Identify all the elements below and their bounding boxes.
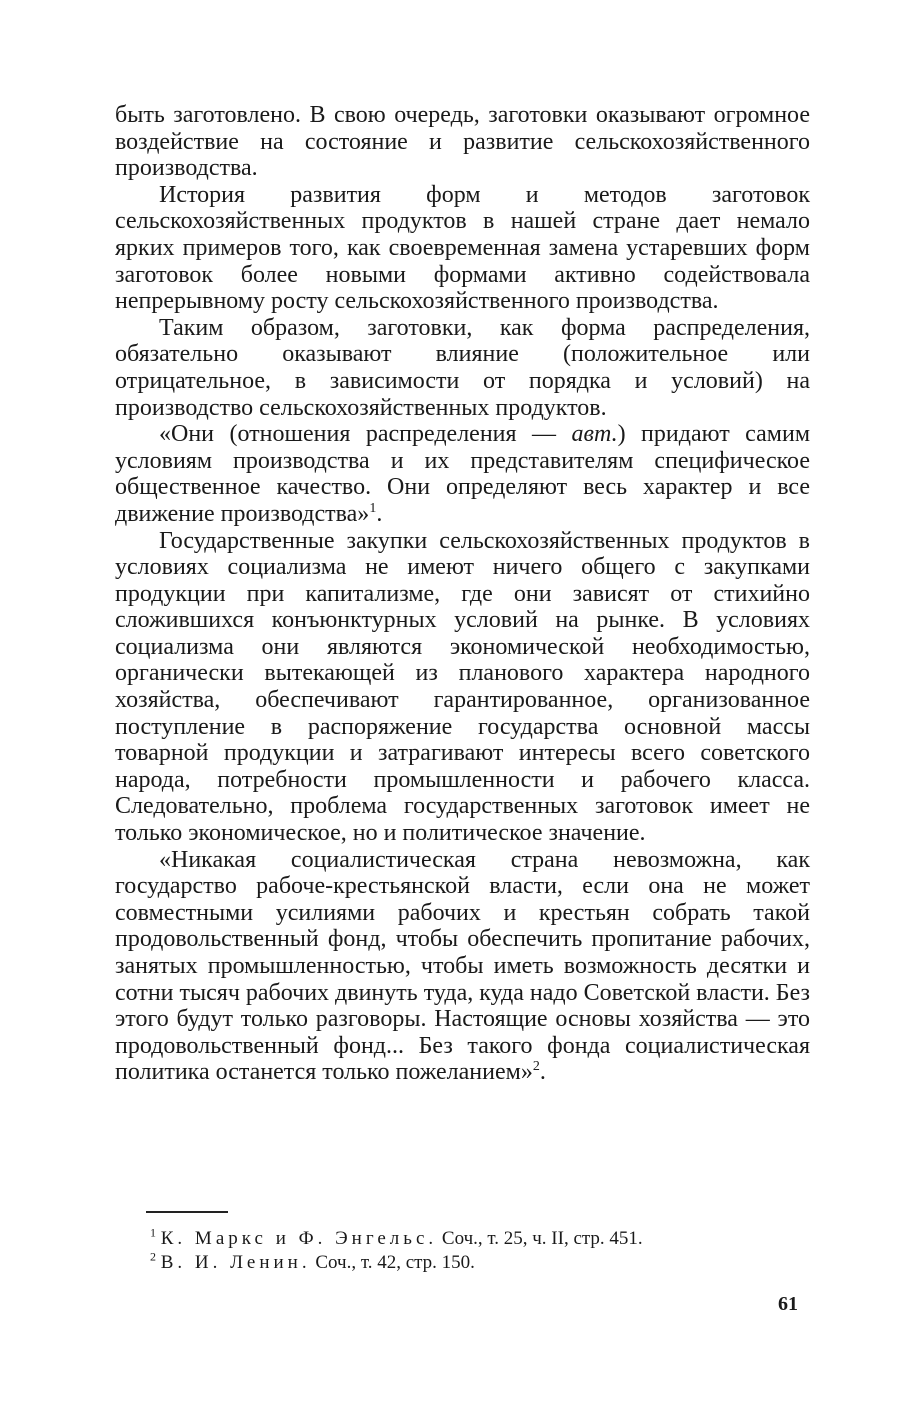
- page-body: [115, 102, 810, 1086]
- paragraph-continuation: быть заготовлено. В свою очередь, заготовки оказывают огромное воздействие на состояние и развитие сельскохозяйственного производства.: [115, 102, 810, 182]
- footnotes: [150, 1227, 810, 1275]
- quote-part-b: ) придают самим условиям производства и их представителям специфическое общественное качество. Они определяют весь характер и все движение производства»: [115, 421, 811, 527]
- footnote-divider: [146, 1211, 228, 1213]
- paragraph-distribution: Таким образом, заготовки, как форма распределения, обязательно оказывают влияние (положительное или отрицательное, в зависимости от порядка и условий) на производство сельскохозяйственных продуктов.: [115, 314, 810, 421]
- paragraph-lenin-quote: [115, 847, 810, 1086]
- paragraph-marx-quote: [115, 421, 810, 527]
- quote-end-2: .: [539, 1059, 546, 1086]
- author-note: авт.: [571, 421, 618, 448]
- quote-part-a: «Они (отношения распределения —: [159, 421, 557, 448]
- footnote-ref-1[interactable]: 1: [369, 500, 377, 516]
- paragraph-state-purchases: Государственные закупки сельскохозяйственных продуктов в условиях социализма не имеют ничего общего с закупками продукции при капитализме, где они зависят от стихийно сложившихся конъюнктурных условий на рынке. В условиях социализма они являются экономической необходимостью, органически вытекающей из планового характера народного хозяйства, обеспечивают гарантированное, организованное поступление в распоряжение государства основной массы товарной продукции и затрагивают интересы всего советского народа, потребности промышленности и рабочего класса. Следовательно, проблема государственных заготовок имеет не только экономическое, но и политическое значение.: [115, 527, 810, 847]
- footnote-source: Соч., т. 25, ч. II, стр. 451.: [441, 1228, 643, 1249]
- lenin-quote-text: «Никакая социалистическая страна невозможна, как государство рабоче-крестьянской власти, если она не может совместными усилиями рабочих и крестьян собрать такой продовольственный фонд, чтобы обеспечить пропитание рабочих, занятых промышленностью, чтобы иметь возможность десятки и сотни тысяч рабочих двинуть туда, куда надо Советской власти. Без этого будут только разговоры. Настоящие основы хозяйства — это продовольственный фонд... Без такого фонда социалистическая политика останется только пожеланием»: [115, 846, 811, 1086]
- footnote-1: [150, 1227, 810, 1251]
- footnote-num: 1: [150, 1225, 156, 1240]
- footnote-num: 2: [150, 1249, 156, 1264]
- footnote-2: [150, 1251, 810, 1275]
- footnote-ref-2[interactable]: 2: [532, 1059, 540, 1075]
- footnote-author: В. И. Ленин.: [160, 1252, 311, 1273]
- footnote-author: К. Маркс и Ф. Энгельс.: [160, 1228, 438, 1249]
- footnote-source: Соч., т. 42, стр. 150.: [315, 1252, 475, 1273]
- quote-end: .: [376, 500, 383, 527]
- paragraph-history: История развития форм и методов заготовок сельскохозяйственных продуктов в нашей стране дает немало ярких примеров того, как своевременная замена устаревших форм заготовок более новыми формами активно содействовала непрерывному росту сельскохозяйственного производства.: [115, 181, 810, 315]
- page-number: 61: [778, 1293, 798, 1315]
